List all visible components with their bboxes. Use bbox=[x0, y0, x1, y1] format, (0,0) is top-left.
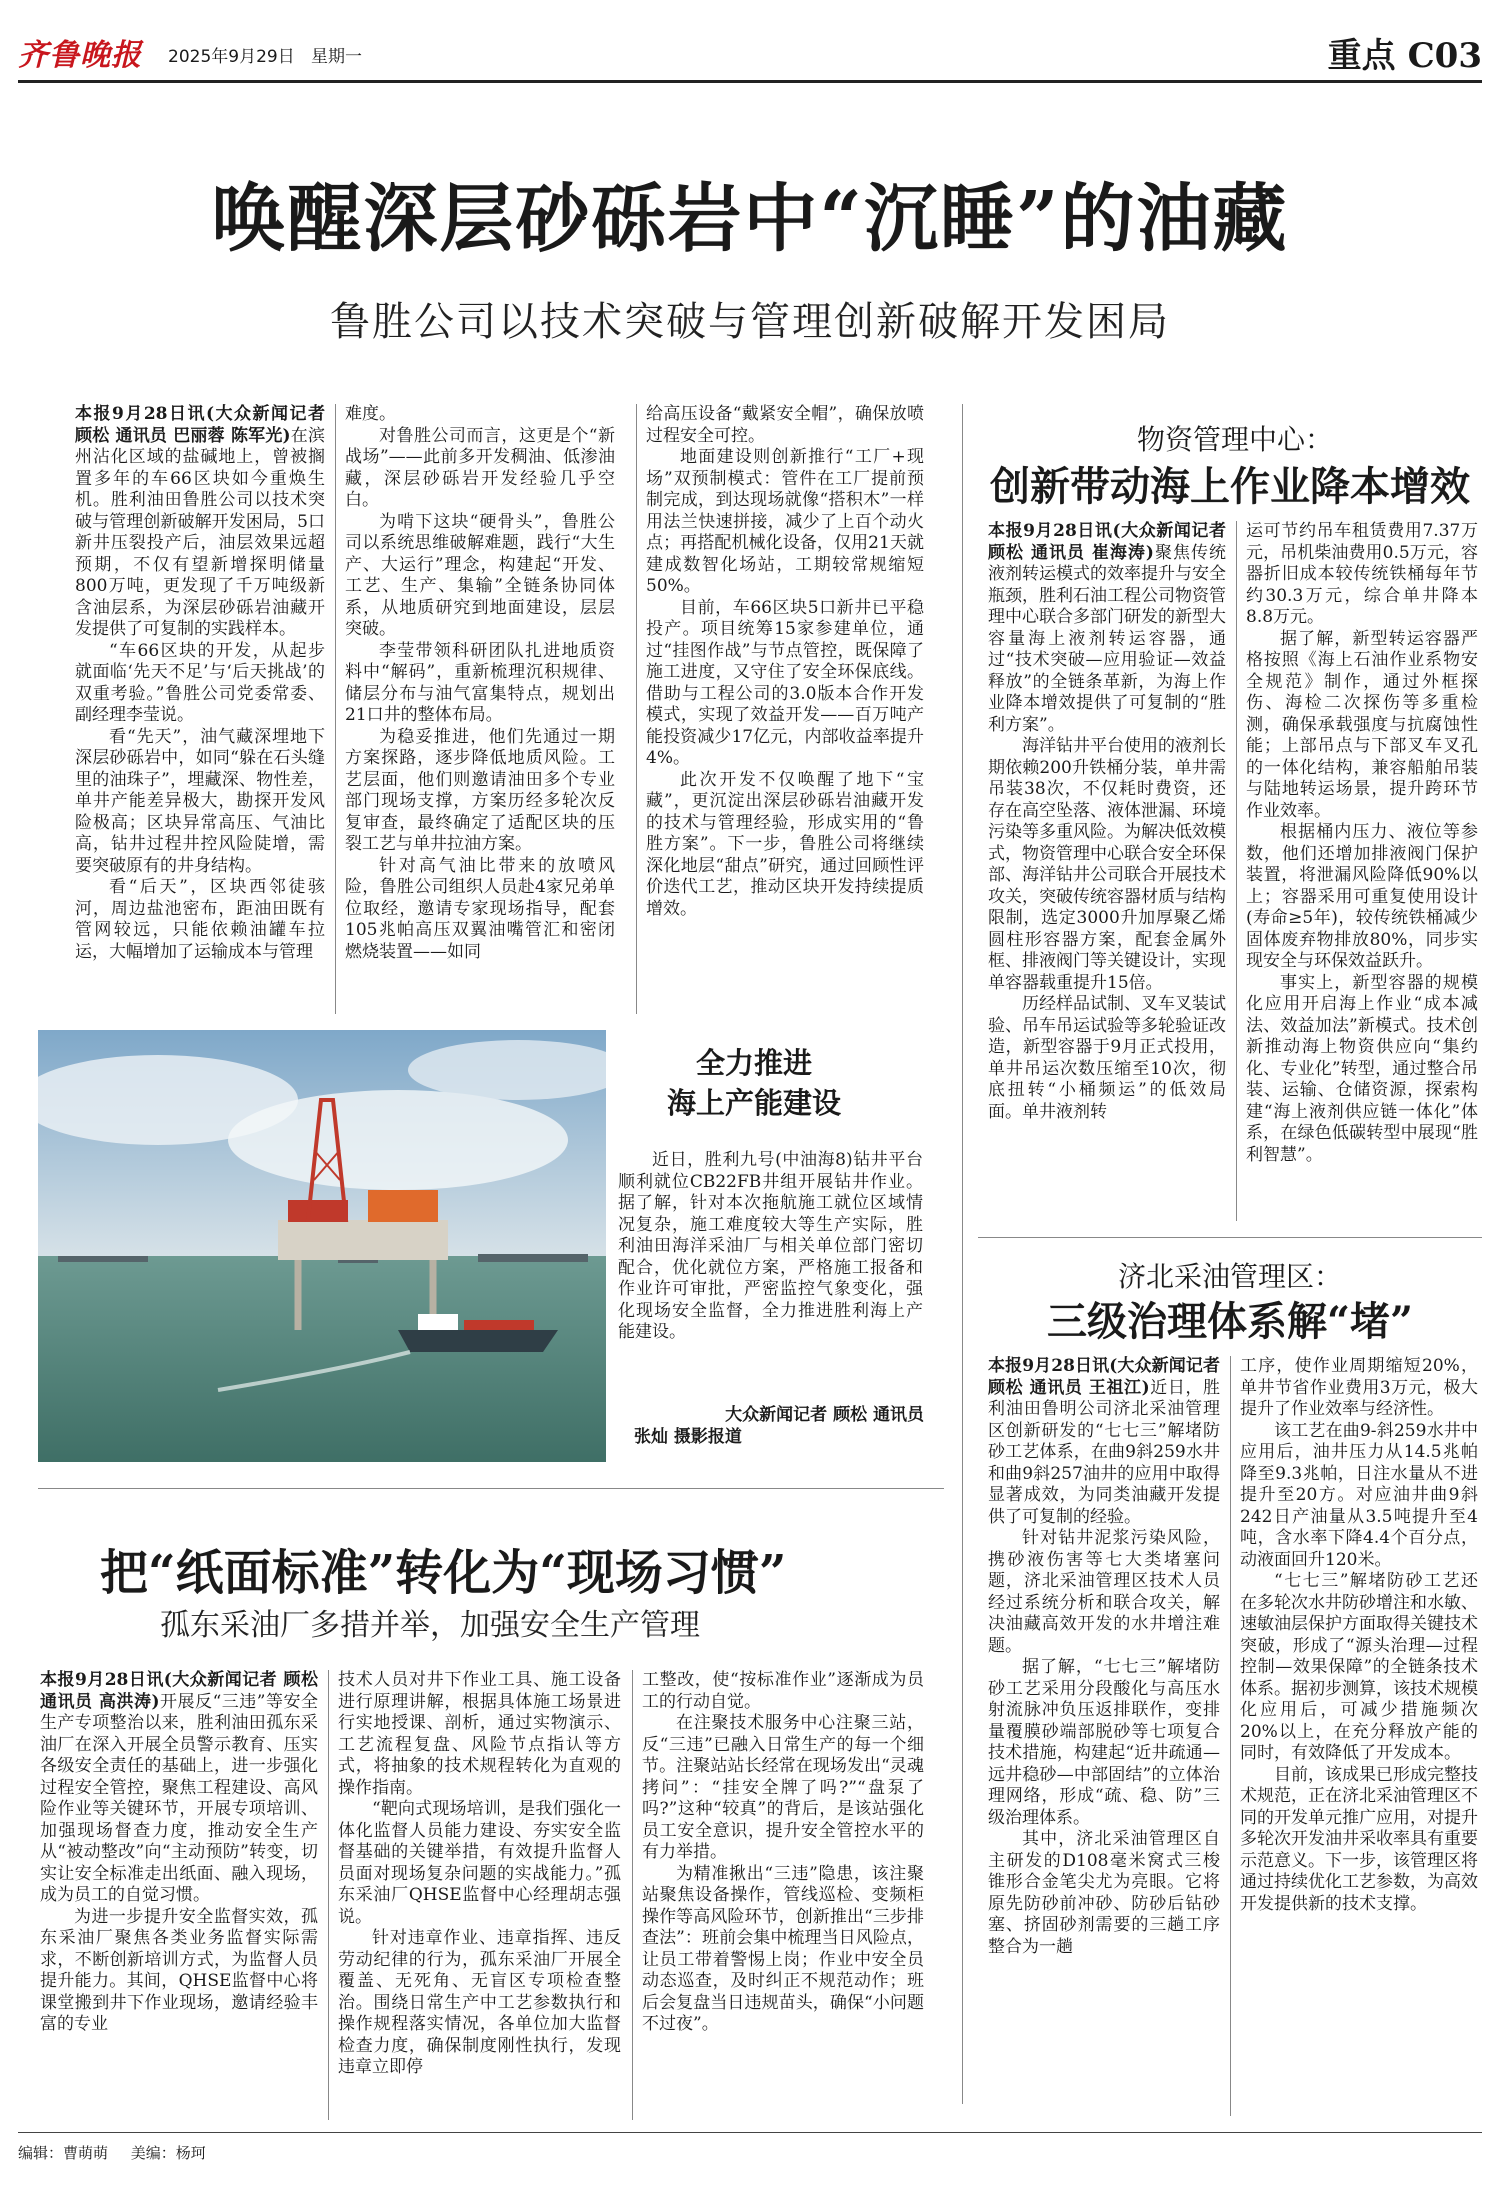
main-column-1 bbox=[75, 404, 325, 1024]
paragraph: 看“后天”，区块西邻徒骇河，周边盐池密布，距油田既有管网较远，只能依赖油罐车拉运，大幅增加了运输成本与管理 bbox=[75, 877, 325, 962]
paragraph: 事实上，新型容器的规模化应用开启海上作业“成本减法、效益加法”新模式。技术创新推动海上物资供应向“集约化、专业化”转型，通过整合吊装、运输、仓储资源，探索构建“海上液剂供应链一体化”体系，在绿色低碳转型中展现“胜利智慧”。 bbox=[1246, 972, 1478, 1165]
footer-rule bbox=[18, 2132, 1482, 2133]
paragraph: 针对高气油比带来的放喷风险，鲁胜公司组织人员赴4家兄弟单位取经，邀请专家现场指导，配套105兆帕高压双翼油嘴管汇和密闭燃烧装置——如同 bbox=[345, 855, 615, 962]
page-label bbox=[1316, 28, 1482, 77]
paragraph: 看“先天”，油气藏深埋地下深层砂砾岩中，如同“躲在石头缝里的油珠子”，埋藏深、物性差，单井产能差异极大，勘探开发风险极高；区块异常高压、气油比高，钻井过程井控风险陡增，需要突破原有的井身结构。 bbox=[75, 726, 325, 876]
paragraph: 近日，胜利九号(中油海8)钻井平台顺利就位CB22FB井组开展钻井作业。据了解，针对本次拖航施工就位区域情况复杂，施工难度较大等生产实际，胜利油田海洋采油厂与相关单位部门密切配合，优化就位方案，严格施工报备和作业许可审批，严密监控气象变化，强化现场安全监督，全力推进胜利海上产能建设。 bbox=[618, 1150, 923, 1342]
paragraph: 难度。 bbox=[345, 404, 396, 424]
story-b-dateline: 本报9月28日讯(大众新闻记者 顾松 通讯员 崔海涛) bbox=[988, 521, 1226, 563]
story-d-column-3 bbox=[642, 1670, 924, 2130]
paragraph: 技术人员对井下作业工具、施工设备进行原理讲解，根据具体施工场景进行实地授课、剖析，通过实物演示、工艺流程复盘、风险节点指认等方式，将抽象的技术规程转化为直观的操作指南。 bbox=[338, 1670, 621, 1798]
paragraph: 为啃下这块“硬骨头”，鲁胜公司以系统思维破解难题，践行“大生产、大运行”理念，构建起“开发、工艺、生产、集输”全链条协同体系，从地质研究到地面建设，层层突破。 bbox=[345, 511, 615, 639]
paragraph: 工整改，使“按标准作业”逐渐成为员工的行动自觉。 bbox=[642, 1670, 924, 1712]
photo-story-title-line: 海上产能建设 bbox=[666, 1086, 841, 1120]
paragraph: 在滨州沾化区域的盐碱地上，曾被搁置多年的车66区块如今重焕生机。胜利油田鲁胜公司以技术突破与管理创新破解开发困局，5口新井压裂投产后，油层效果远超预期，不仅有望新增探明储量800万吨，更发现了千万吨级新含油层系，为深层砂砾岩油藏开发提供了可复制的实践样本。 bbox=[75, 425, 325, 639]
story-d-subhead: 孤东采油厂多措并举，加强安全生产管理 bbox=[160, 1608, 700, 1643]
photo-story-title-line: 全力推进 bbox=[695, 1046, 812, 1080]
paragraph: 运可节约吊车租赁费用7.37万元，吊机柴油费用0.5万元，容器折旧成本较传统铁桶每年节约30.3万元，综合单井降本8.8万元。 bbox=[1246, 521, 1478, 627]
main-column-3 bbox=[646, 404, 924, 1024]
paragraph: 针对违章作业、违章指挥、违反劳动纪律的行为，孤东采油厂开展全覆盖、无死角、无盲区专项检查整治。围绕日常生产中工艺参数执行和操作规程落实情况，各单位加大监督检查力度，确保制度刚性执行，发现违章立即停 bbox=[338, 1928, 621, 2077]
story-d-dateline: 本报9月28日讯(大众新闻记者 顾松 通讯员 高洪涛) bbox=[40, 1670, 318, 1712]
photo-credit bbox=[634, 1405, 924, 1455]
story-d-column-1 bbox=[40, 1670, 318, 2130]
story-c-column-2 bbox=[1240, 1356, 1478, 2126]
story-d-headline: 把“纸面标准”转化为“现场习惯” bbox=[100, 1545, 787, 1601]
story-c-kicker: 济北采油管理区： bbox=[1117, 1260, 1342, 1293]
paragraph: 聚焦传统液剂转运模式的效率提升与安全瓶颈，胜利石油工程公司物资管理中心联合多部门研发的新型大容量海上液剂转运容器，通过“技术突破—应用验证—效益释放”的全链条革新，为海上作业降本增效提供了可复制的“胜利方案”。 bbox=[988, 542, 1226, 735]
paragraph: 为进一步提升安全监督实效，孤东采油厂聚焦各类业务监督实际需求，不断创新培训方式，为监督人员提升能力。其间，QHSE监督中心将课堂搬到井下作业现场，邀请经验丰富的专业 bbox=[40, 1906, 318, 2034]
offshore-platform-photo bbox=[38, 1030, 606, 1462]
story-b-column-2 bbox=[1246, 521, 1478, 1231]
paragraph: “靶向式现场培训，是我们强化一体化监督人员能力建设、夯实安全监督基础的关键举措，有效提升监督人员面对现场复杂问题的实战能力。”孤东采油厂QHSE监督中心经理胡志强说。 bbox=[338, 1799, 621, 1927]
paragraph: 根据桶内压力、液位等参数，他们还增加排液阀门保护装置，将泄漏风险降低90%以上；容器采用可重复使用设计(寿命≥5年)，较传统铁桶减少固体废弃物排放80%，同步实现安全与环保效益跃升。 bbox=[1246, 822, 1478, 971]
paragraph: 此次开发不仅唤醒了地下“宝藏”，更沉淀出深层砂砾岩油藏开发的技术与管理经验，形成实用的“鲁胜方案”。下一步，鲁胜公司将继续深化地层“甜点”研究，通过回顾性评价迭代工艺，推动区块开发持续提质增效。 bbox=[646, 769, 924, 919]
paragraph: 目前，该成果已形成完整技术规范，正在济北采油管理区不同的开发单元推广应用，对提升多轮次开发油井采收率具有重要示范意义。下一步，该管理区将通过持续优化工艺参数，为高效开发提供新的技术支撑。 bbox=[1240, 1764, 1478, 1914]
paragraph: 据了解，新型转运容器严格按照《海上石油作业系物安全规范》制作，通过外框探伤、海检二次探伤等多重检测，确保承载强度与抗腐蚀性能；上部吊点与下部叉车叉孔的一体化结构，兼容船舶吊装与陆地转运场景，提升跨环节作业效率。 bbox=[1246, 628, 1478, 821]
story-b-column-1 bbox=[988, 521, 1226, 1231]
paragraph: 目前，车66区块5口新井已平稳投产。项目统筹15家参建单位，通过“挂图作战”与节点管控，既保障了施工进度，又守住了安全环保底线。借助与工程公司的3.0版本合作开发模式，实现了效益开发——百万吨产能投资减少17亿元，内部收益率提升4%。 bbox=[646, 597, 924, 768]
paragraph: 开展反“三违”等安全生产专项整治以来，胜利油田孤东采油厂在深入开展全员警示教育、压实各级安全责任的基础上，进一步强化过程安全管控，聚焦工程建设、高风险作业等关键环节，开展专项培训、加强现场督查力度，推动安全生产从“被动整改”向“主动预防”转变，切实让安全标准走出纸面、融入现场，成为员工的自觉习惯。 bbox=[40, 1691, 318, 1905]
story-divider bbox=[978, 1237, 1482, 1238]
column-divider bbox=[1236, 521, 1237, 1221]
section-divider bbox=[962, 404, 963, 2104]
paragraph: “七七三”解堵防砂工艺还在多轮次水井防砂增注和水敏、速敏油层保护方面取得关键技术突破，形成了“源头治理—过程控制—效果保障”的全链条技术体系。据初步测算，该技术规模化应用后，可减少措施频次20%以上，在充分释放产能的同时，有效降低了开发成本。 bbox=[1240, 1571, 1478, 1763]
paragraph: “车66区块的开发，从起步就面临‘先天不足’与‘后天挑战’的双重考验。”鲁胜公司党委常委、副经理李莹说。 bbox=[75, 640, 325, 725]
column-divider bbox=[636, 404, 637, 1014]
paragraph: 历经样品试制、叉车叉装试验、吊车吊运试验等多轮验证改造，新型容器于9月正式投用，单井吊运次数压缩至10次，彻底扭转“小桶频运”的低效局面。单井液剂转 bbox=[988, 994, 1226, 1122]
paragraph: 地面建设则创新推行“工厂+现场”双预制模式：管件在工厂提前预制完成，到达现场就像“搭积木”一样用法兰快速拼接，减少了上百个动火点；再搭配机械化设备，仅用21天就建成数智化场站，工期较常规缩短50%。 bbox=[646, 447, 924, 596]
section-name: 重点 bbox=[1327, 36, 1396, 76]
column-divider bbox=[632, 1670, 633, 2120]
column-divider bbox=[335, 404, 336, 1014]
main-dateline: 本报9月28日讯(大众新闻记者 顾松 通讯员 巴丽蓉 陈军光) bbox=[75, 404, 325, 446]
page-number: C03 bbox=[1407, 36, 1482, 76]
column-divider bbox=[328, 1670, 329, 2120]
paragraph: 海洋钻井平台使用的液剂长期依赖200升铁桶分装，单井需吊装38次，不仅耗时费资，还存在高空坠落、液体泄漏、环境污染等多重风险。为解决低效模式，物资管理中心联合安全环保部、海洋钻井公司联合开展技术攻关，突破传统容器材质与结构限制，选定3000升加厚聚乙烯圆柱形容器方案，配套金属外框、排液阀门等关键设计，实现单容器载重提升15倍。 bbox=[988, 736, 1226, 993]
photo-illustration bbox=[38, 1030, 606, 1462]
story-divider bbox=[38, 1488, 944, 1489]
main-column-2 bbox=[345, 404, 615, 1024]
story-c-column-1 bbox=[988, 1356, 1220, 2126]
masthead bbox=[18, 30, 1482, 76]
credit-line: 大众新闻记者 顾松 通讯员 bbox=[725, 1405, 924, 1425]
paragraph: 为稳妥推进，他们先通过一期方案探路，逐步降低地质风险。工艺层面，他们则邀请油田多个专业部门现场支撑，方案历经多轮次反复审查，最终确定了适配区块的压裂工艺与单井拉油方案。 bbox=[345, 726, 615, 854]
credit-line: 张灿 摄影报道 bbox=[634, 1426, 742, 1447]
photo-story-body bbox=[618, 1150, 923, 1380]
masthead-rule bbox=[18, 80, 1482, 83]
issue-weekday: 星期一 bbox=[311, 47, 362, 67]
paragraph: 工序，使作业周期缩短20%，单井节省作业费用3万元，极大提升了作业效率与经济性。 bbox=[1240, 1356, 1478, 1419]
paragraph: 近日，胜利油田鲁明公司济北采油管理区创新研发的“七七三”解堵防砂工艺体系，在曲9斜259水井和曲9斜257油井的应用中取得显著成效，为同类油藏开发提供了可复制的经验。 bbox=[988, 1377, 1220, 1527]
paragraph: 据了解，“七七三”解堵防砂工艺采用分段酸化与高压水射流脉冲负压返排联作，变排量覆膜砂端部脱砂等七项复合技术措施，构建起“近井疏通—远井稳砂—中部固结”的立体治理网络，形成“疏、稳、防”三级治理体系。 bbox=[988, 1657, 1220, 1828]
story-b-headline: 创新带动海上作业降本增效 bbox=[990, 463, 1470, 510]
story-c-headline: 三级治理体系解“堵” bbox=[1046, 1298, 1413, 1345]
paragraph: 为精准揪出“三违”隐患，该注聚站聚焦设备操作，管线巡检、变频柜操作等高风险环节，创新推出“三步排查法”：班前会集中梳理当日风险点，让员工带着警惕上岗；作业中安全员动态巡查，及时纠正不规范动作；班后会复盘当日违规苗头，确保“小问题不过夜”。 bbox=[642, 1863, 924, 2034]
paragraph: 李莹带领科研团队扎进地质资料中“解码”，重新梳理沉积规律、储层分布与油气富集特点，规划出21口井的整体布局。 bbox=[345, 640, 615, 725]
paragraph: 其中，济北采油管理区自主研发的D108毫米窝式三梭锥形合金笔尖尤为亮眼。它将原先防砂前冲砂、防砂后钻砂塞、挤固砂剂需要的三趟工序整合为一趟 bbox=[988, 1829, 1220, 1957]
column-divider bbox=[1230, 1356, 1231, 2116]
footer bbox=[18, 2142, 1482, 2163]
story-b-kicker: 物资管理中心： bbox=[1136, 423, 1333, 456]
editor-credit: 编辑：曹萌萌 bbox=[18, 2144, 109, 2162]
paragraph: 给高压设备“戴紧安全帽”，确保放喷过程安全可控。 bbox=[646, 404, 924, 446]
photo-story-title bbox=[634, 1043, 874, 1123]
main-subhead: 鲁胜公司以技术突破与管理创新破解开发困局 bbox=[330, 299, 1170, 345]
paragraph: 在注聚技术服务中心注聚三站，反“三违”已融入日常生产的每一个细节。注聚站站长经常在现场发出“灵魂拷问”：“挂安全牌了吗?”“盘泵了吗?”这种“较真”的背后，是该站强化员工安全意识，提升安全管控水平的有力举措。 bbox=[642, 1713, 924, 1862]
paragraph: 对鲁胜公司而言，这更是个“新战场”——此前多开发稠油、低渗油藏，深层砂砾岩开发经验几乎空白。 bbox=[345, 425, 615, 510]
paragraph: 针对钻井泥浆污染风险，携砂液伤害等七大类堵塞问题，济北采油管理区技术人员经过系统分析和联合攻关，解决油藏高效开发的水井增注难题。 bbox=[988, 1528, 1220, 1656]
designer-credit: 美编：杨珂 bbox=[130, 2144, 206, 2162]
story-c-dateline: 本报9月28日讯(大众新闻记者 顾松 通讯员 王祖江) bbox=[988, 1356, 1220, 1398]
issue-date: 2025年9月29日 bbox=[168, 47, 295, 67]
main-headline: 唤醒深层砂砾岩中“沉睡”的油藏 bbox=[211, 176, 1289, 262]
paragraph: 该工艺在曲9-斜259水井中应用后，油井压力从14.5兆帕降至9.3兆帕，日注水量从不进提升至20方。对应油井曲9斜242日产油量从3.5吨提升至4吨，含水率下降4.4个百分点，动液面回升120米。 bbox=[1240, 1420, 1478, 1570]
newspaper-logo: 齐鲁晚报 bbox=[18, 38, 142, 73]
story-d-column-2 bbox=[338, 1670, 621, 2130]
